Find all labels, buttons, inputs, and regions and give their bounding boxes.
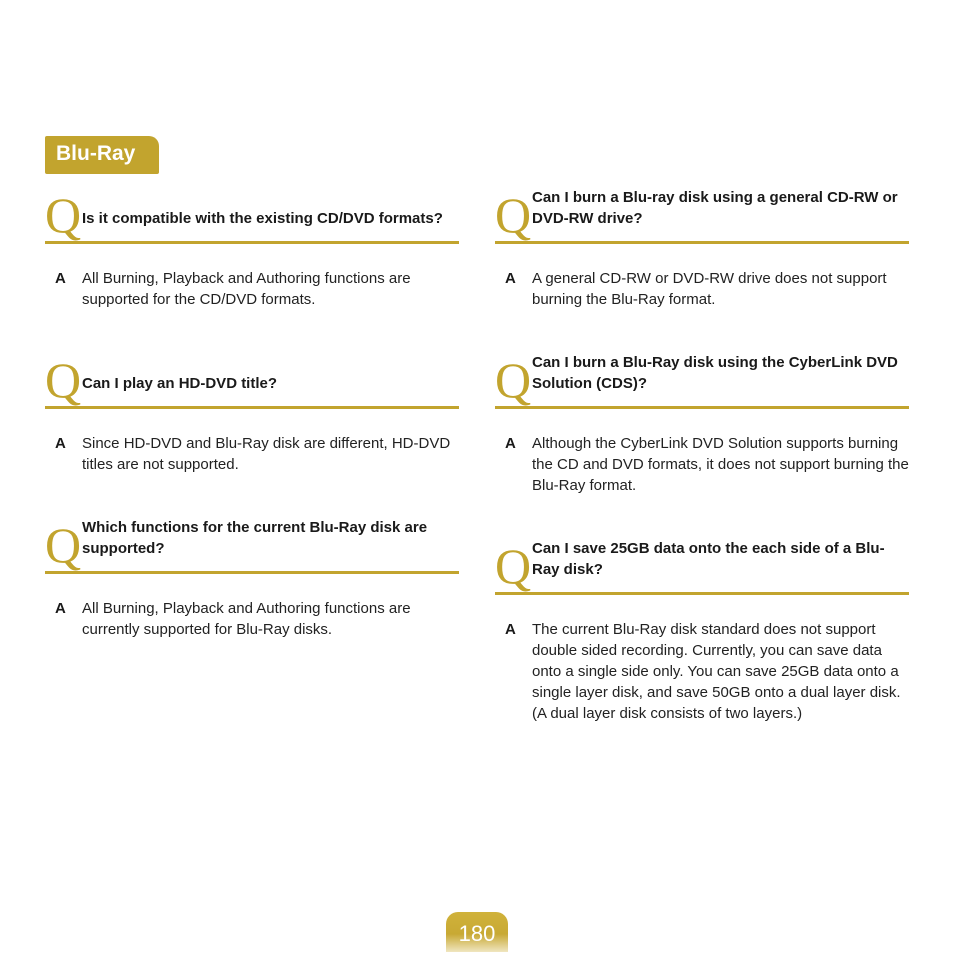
faq-item-25gb-each-side: [495, 529, 909, 724]
question-text: Can I burn a Blu-Ray disk using the CyberLink DVD Solution (CDS)?: [532, 354, 898, 392]
answer-mark-a: A: [505, 621, 516, 638]
answer-text: All Burning, Playback and Authoring functions are currently supported for Blu-Ray disks.: [82, 600, 411, 638]
faq-item-compatibility: [45, 178, 459, 310]
answer-mark-a: A: [505, 435, 516, 452]
faq-item-cyberlink-cds: [495, 343, 909, 496]
answer: [495, 268, 909, 310]
question-header: [495, 529, 909, 595]
question-text: Can I save 25GB data onto the each side of a Blu-Ray disk?: [532, 540, 885, 578]
question-header: [45, 343, 459, 409]
question-header: [45, 508, 459, 574]
answer-text: Although the CyberLink DVD Solution supports burning the CD and DVD formats, it does not support burning the Blu-Ray format.: [532, 435, 909, 494]
question-header: [45, 178, 459, 244]
question-mark-q: Q: [495, 538, 532, 594]
question-mark-q: Q: [45, 187, 82, 243]
section-title-badge: Blu-Ray: [45, 136, 159, 174]
question-mark-q: Q: [495, 352, 532, 408]
faq-item-hd-dvd: [45, 343, 459, 475]
question-mark-q: Q: [495, 187, 532, 243]
question-mark-q: Q: [45, 352, 82, 408]
page-number-tab: 180: [446, 912, 508, 952]
faq-item-blu-ray-functions: [45, 508, 459, 640]
question-text: Is it compatible with the existing CD/DVD formats?: [82, 210, 443, 227]
answer: [495, 619, 909, 724]
faq-item-cd-rw-drive: [495, 178, 909, 310]
answer-mark-a: A: [55, 435, 66, 452]
answer: [495, 433, 909, 496]
question-text: Can I play an HD-DVD title?: [82, 375, 278, 392]
answer-mark-a: A: [55, 600, 66, 617]
question-text: Which functions for the current Blu-Ray disk are supported?: [82, 519, 428, 557]
answer-text: Since HD-DVD and Blu-Ray disk are different, HD-DVD titles are not supported.: [82, 435, 451, 473]
answer-text: The current Blu-Ray disk standard does not support double sided recording. Currently, you can save data onto a single side only. You can save 25GB data onto a single layer disk, and save 50GB onto a dual layer disk. (A dual layer disk consists of two layers.): [532, 621, 901, 722]
question-header: [495, 343, 909, 409]
answer-mark-a: A: [505, 270, 516, 287]
question-header: [495, 178, 909, 244]
question-mark-q: Q: [45, 517, 82, 573]
question-text: Can I burn a Blu-ray disk using a general CD-RW or DVD-RW drive?: [532, 189, 898, 227]
answer: [45, 433, 459, 475]
answer-text: A general CD-RW or DVD-RW drive does not support burning the Blu-Ray format.: [532, 270, 887, 308]
answer: [45, 598, 459, 640]
answer-mark-a: A: [55, 270, 66, 287]
answer-text: All Burning, Playback and Authoring functions are supported for the CD/DVD formats.: [82, 270, 411, 308]
answer: [45, 268, 459, 310]
